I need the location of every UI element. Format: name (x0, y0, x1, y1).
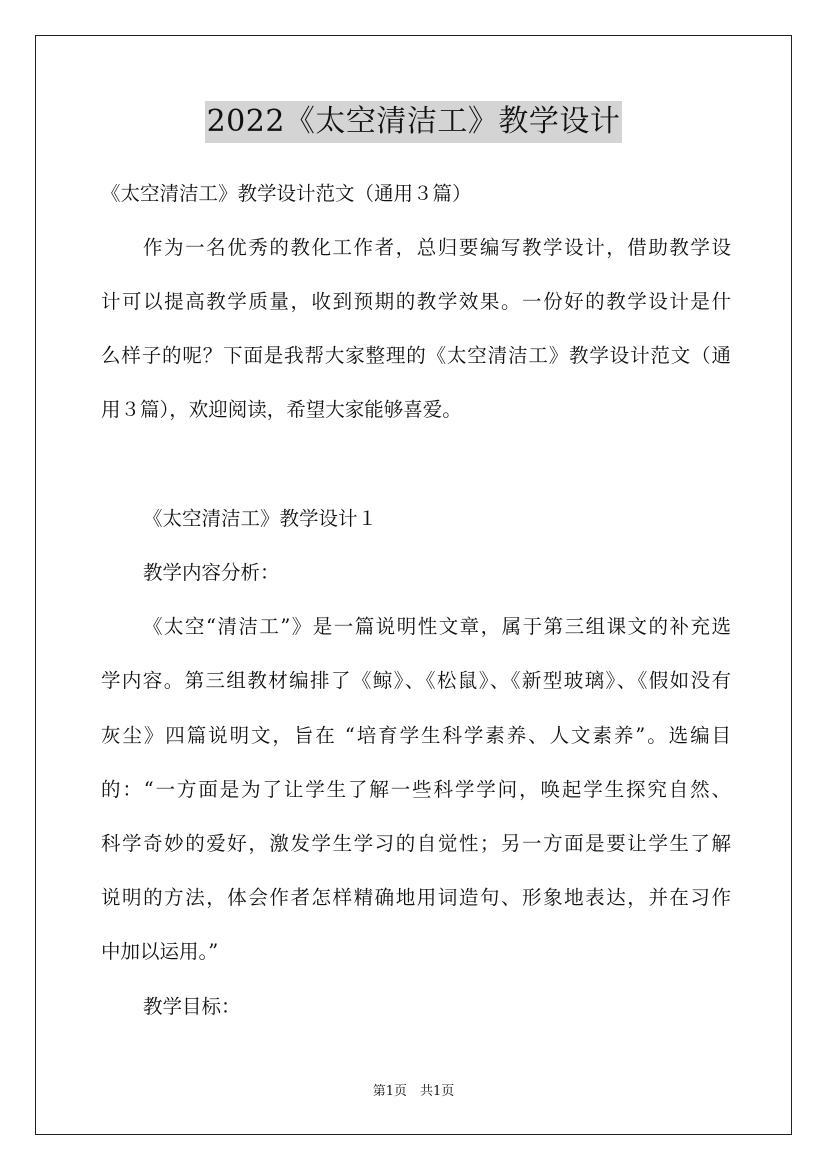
analysis-line: 中加以运用。” (101, 940, 219, 963)
analysis-line: 学内容。第三组教材编排了《鲸》、《松鼠》、《新型玻璃》、《假如没有 (101, 669, 731, 692)
analysis-line: 《太空“清洁工”》是一篇说明性文章，属于第三组课文的补充选 (143, 615, 731, 638)
section-heading: 《太空清洁工》教学设计１ (143, 507, 378, 530)
title-wrap (0, 101, 827, 143)
document-title: 2022《太空清洁工》教学设计 (205, 101, 623, 143)
intro-line: 么样子的呢？下面是我帮大家整理的《太空清洁工》教学设计范文（通 (101, 344, 731, 367)
page-footer: 第1页 共1页 (372, 1084, 455, 1099)
analysis-line: 的：“一方面是为了让学生了解一些科学学问，唤起学生探究自然、 (101, 778, 731, 801)
intro-line: 用３篇），欢迎阅读，希望大家能够喜爱。 (101, 398, 462, 421)
document-subtitle: 《太空清洁工》教学设计范文（通用３篇） (101, 182, 472, 205)
analysis-line: 说明的方法，体会作者怎样精确地用词造句、形象地表达，并在习作 (101, 886, 731, 909)
teaching-goals-label: 教学目标： (143, 995, 241, 1018)
intro-line: 作为一名优秀的教化工作者，总归要编写教学设计，借助教学设 (143, 236, 731, 259)
intro-line: 计可以提高教学质量，收到预期的教学效果。一份好的教学设计是什 (101, 290, 731, 313)
content-analysis-label: 教学内容分析： (143, 561, 280, 584)
analysis-line: 灰尘》四篇说明文，旨在 “培育学生科学素养、人文素养”。选编目 (101, 724, 731, 747)
analysis-line: 科学奇妙的爱好，激发学生学习的自觉性；另一方面是要让学生了解 (101, 832, 731, 855)
